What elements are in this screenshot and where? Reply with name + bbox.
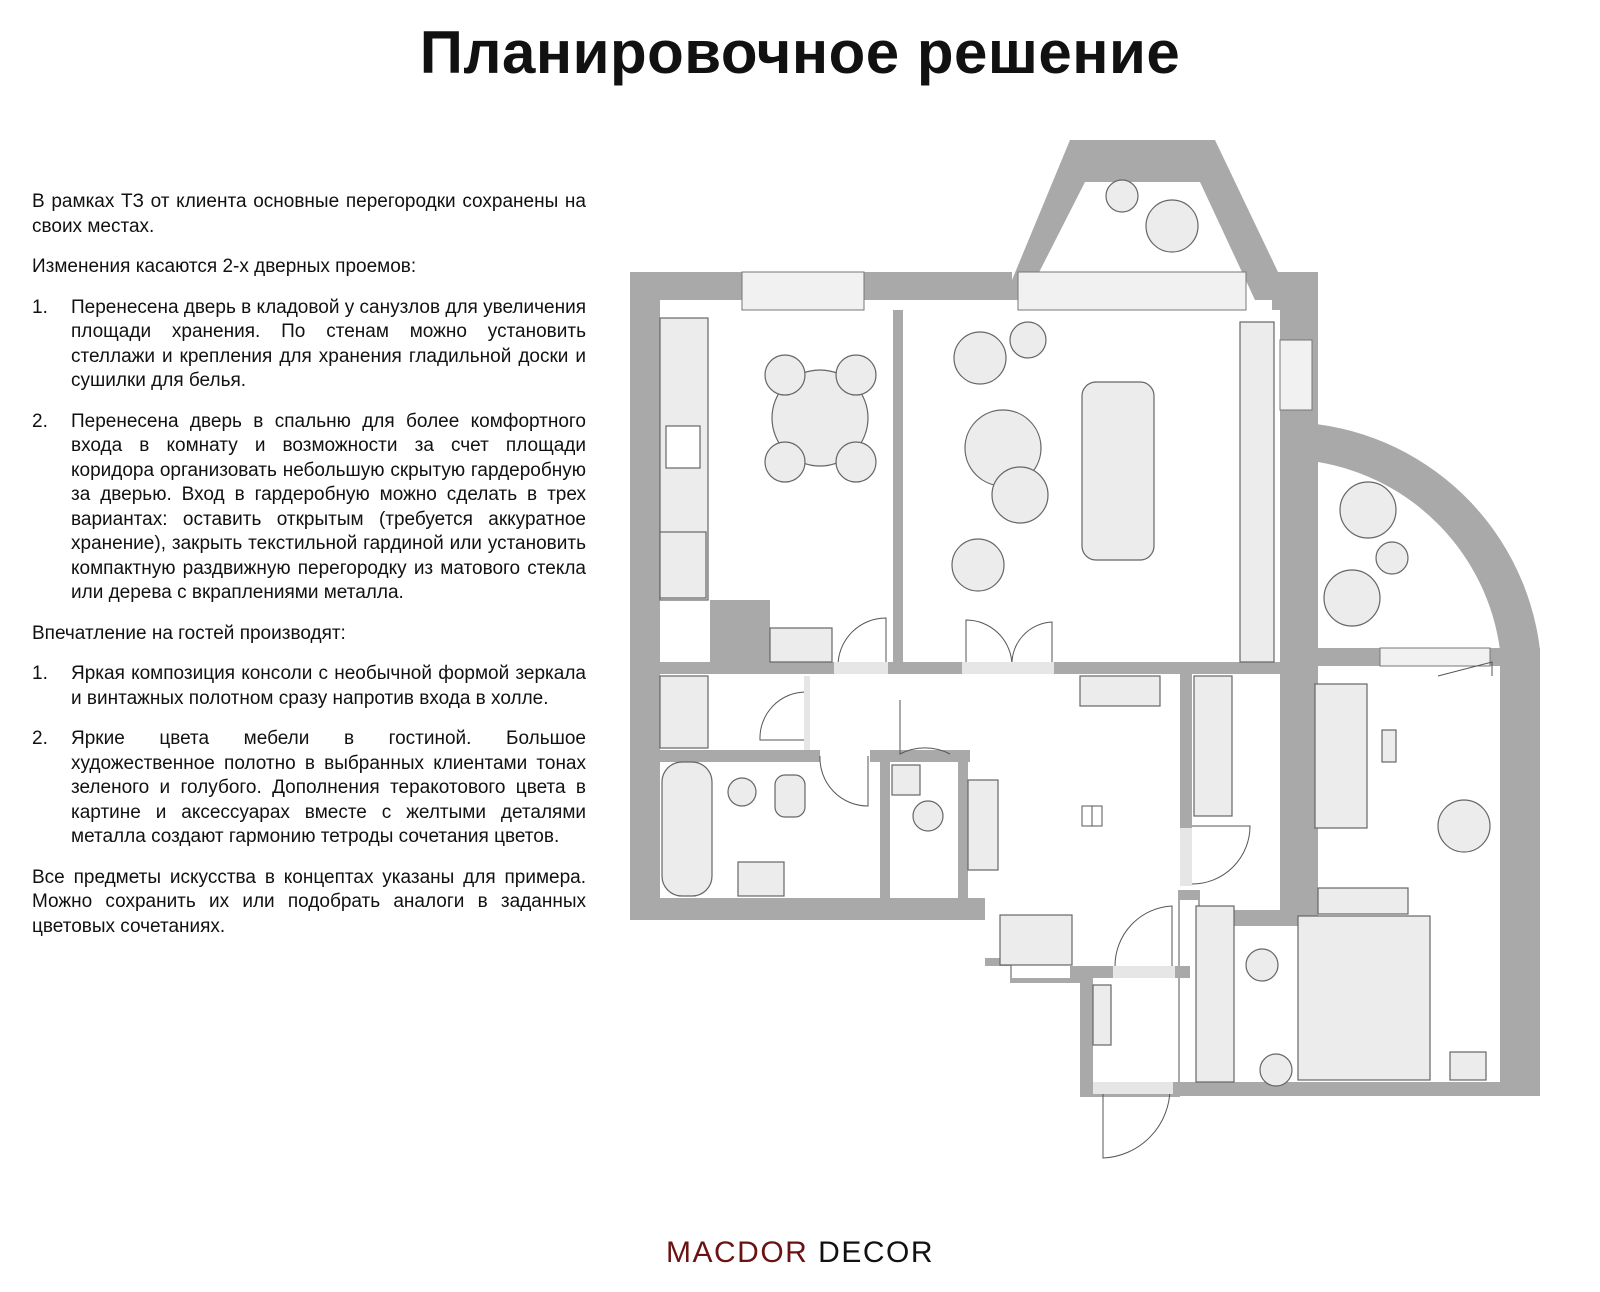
mirror-symbol (1082, 806, 1102, 826)
changes-list (32, 296, 586, 606)
partition (958, 755, 968, 898)
bedroom-bottom-wall (1180, 1082, 1540, 1096)
impression-heading: Впечатление на гостей производят: (32, 622, 346, 644)
list-number: 2. (32, 410, 48, 432)
side-table (1010, 322, 1046, 358)
entry-cabinet (1093, 985, 1111, 1045)
window (1380, 648, 1490, 666)
door-swing (1115, 906, 1172, 966)
balcony-table (1106, 180, 1138, 212)
footer-note: Все предметы искусства в концептах указаны для примера. Можно сохранить их или подобрать аналоги в заданных цветовых сочетаниях. (32, 866, 586, 937)
intro-paragraph: В рамках ТЗ от клиента основные перегородки сохранены на своих местах. (32, 191, 586, 237)
opening (834, 662, 888, 674)
door-swing (966, 620, 1012, 666)
bathtub (662, 762, 712, 896)
opening (1180, 828, 1192, 886)
nightstand (1260, 1054, 1292, 1086)
furniture (660, 180, 1490, 1086)
bay-chair (1340, 482, 1396, 538)
wardrobe (1194, 676, 1232, 816)
list-item-text: Перенесена дверь в спальню для более комфортного входа в комнату и возможности за счет площади коридора организовать небольшую скрытую гардеробную за дверью. Вход в гардеробную можно сделать в трех вариантах: оставить открытым (требуется аккуратное хранение), закрыть текстильной гардиной или установить компактную раздвижную перегородку из матового стекла или дерева с вкраплениями металла. (71, 410, 586, 603)
list-item-text: Яркая композиция консоли с необычной формой зеркала и винтажных полотном сразу напротив входа в холле. (71, 663, 586, 709)
armchair (952, 539, 1004, 591)
vanity (738, 862, 784, 896)
door-openings (804, 662, 1192, 1094)
window (1018, 272, 1246, 310)
list-number: 2. (32, 728, 48, 749)
list-number: 1. (32, 663, 48, 684)
list-item (32, 662, 586, 711)
bench-bed (1318, 888, 1408, 914)
desk-chair (1382, 730, 1396, 762)
storage-cabinet (770, 628, 832, 662)
bay-chair (1324, 570, 1380, 626)
balcony-wall (1282, 422, 1540, 650)
bay-table (1376, 542, 1408, 574)
door-swing (1012, 622, 1052, 666)
shoe-cabinet (1000, 915, 1072, 965)
pouf (1450, 1052, 1486, 1080)
logo-part1: MACDOR (665, 1236, 809, 1269)
washer (892, 765, 920, 795)
armchair (954, 332, 1006, 384)
window (1280, 340, 1312, 410)
dining-chair (836, 355, 876, 395)
list-item (32, 296, 586, 394)
balcony-chair (1146, 200, 1198, 252)
logo-part2: DECOR (818, 1236, 935, 1269)
page-title: Планировочное решение (419, 19, 1181, 86)
desk (1315, 684, 1367, 828)
door-swing (1192, 826, 1250, 884)
opening (804, 676, 810, 750)
list-item-text: Перенесена дверь в кладовой у санузлов для увеличения площади хранения. По стенам можно установить стеллажи и крепления для хранения гладильной доски и сушилки для белья. (71, 296, 586, 391)
partition (880, 755, 890, 898)
partition (1180, 668, 1192, 828)
bed (1298, 916, 1430, 1080)
dining-chair (765, 355, 805, 395)
list-number: 1. (32, 296, 48, 318)
coffee-table (992, 467, 1048, 523)
list-item (32, 727, 586, 850)
bedroom-armchair (1438, 800, 1490, 852)
console (1080, 676, 1160, 706)
nightstand (1246, 949, 1278, 981)
dining-chair (765, 442, 805, 482)
brand-logo (0, 1236, 1600, 1270)
bedroom-wardrobe (1196, 906, 1234, 1082)
bedroom-right-wall (1500, 648, 1540, 1096)
door-swing (820, 756, 868, 806)
bench (968, 780, 998, 870)
door-swing (900, 700, 950, 754)
list-item (32, 410, 586, 606)
opening (1093, 1082, 1173, 1094)
sofa (1082, 382, 1154, 560)
partition (660, 750, 820, 762)
bidet (775, 775, 805, 817)
window (742, 272, 864, 310)
partition (893, 310, 903, 667)
toilet (728, 778, 756, 806)
door-swing (838, 618, 886, 666)
impressions-list (32, 662, 586, 850)
description-text (32, 190, 586, 955)
list-item-text: Яркие цвета мебели в гостиной. Большое художественное полотно в выбранных клиентами тонах зеленого и голубого. Дополнения теракотового цвета в картине и аксессуарах вместе с желтыми деталями металла создают гармонию тетроды сочетания цветов. (71, 728, 586, 847)
door-swing (760, 692, 806, 740)
tv-unit (1240, 322, 1274, 662)
laundry-shelf (660, 676, 708, 748)
floor-plan (630, 130, 1570, 1170)
opening (1113, 966, 1175, 978)
partition (710, 600, 770, 662)
opening (962, 662, 1054, 674)
toilet (913, 801, 943, 831)
changes-heading: Изменения касаются 2-х дверных проемов: (32, 256, 417, 277)
sink (666, 426, 700, 468)
fridge (660, 532, 706, 598)
dining-chair (836, 442, 876, 482)
